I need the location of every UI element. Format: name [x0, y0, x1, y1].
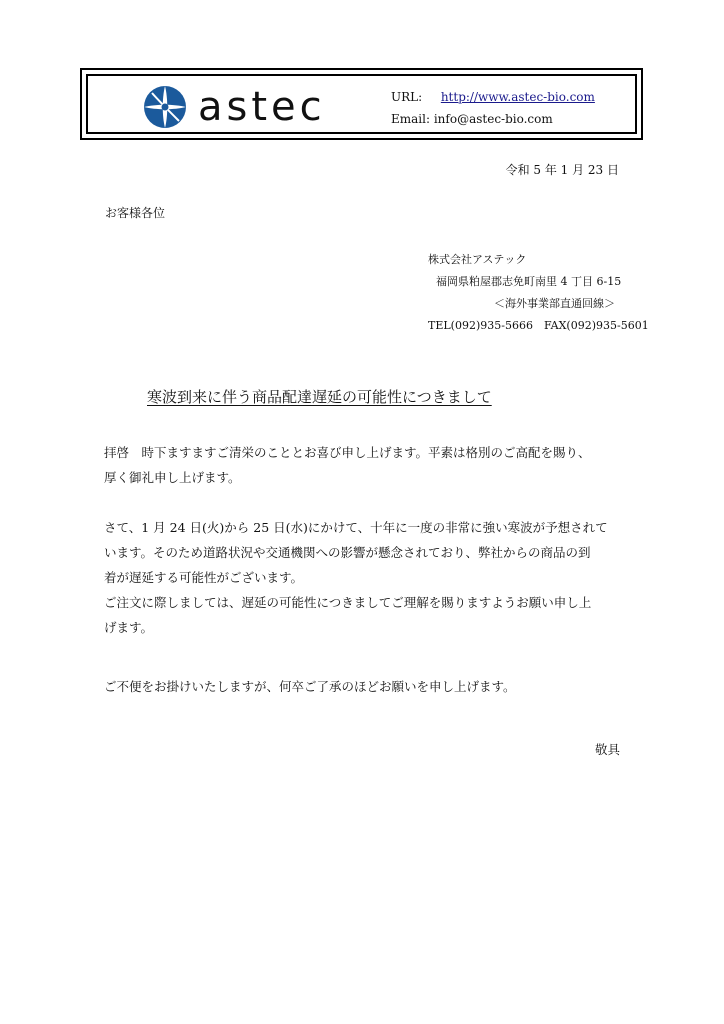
paragraph-line: ご注文に際しましては、遅延の可能性につきましてご理解を賜りますようお願い申し上: [104, 595, 592, 610]
paragraph-line: さて、1 月 24 日(火)から 25 日(水)にかけて、十年に一度の非常に強い寒波が予想されて: [104, 520, 608, 535]
website-link[interactable]: http://www.astec-bio.com: [440, 90, 595, 104]
company-department: ＜海外事業部直通回線＞: [494, 297, 615, 310]
paragraph-line: 着が遅延する可能性がございます。: [104, 570, 304, 585]
recipient: お客様各位: [105, 206, 166, 220]
paragraph-line: ご不便をお掛けいたしますが、何卒ご了承のほどお願いを申し上げます。: [104, 679, 516, 694]
letterhead-inner: [86, 74, 637, 134]
paragraph-greeting: [104, 440, 624, 490]
url-row: [391, 86, 595, 108]
logo-wordmark: astec: [198, 84, 326, 130]
letter-date: 令和 5 年 1 月 23 日: [505, 163, 619, 177]
closing-signoff: 敬具: [594, 742, 620, 757]
contact-info: [391, 86, 595, 130]
letter-title: 寒波到来に伴う商品配達遅延の可能性につきまして: [147, 388, 492, 406]
email-label: Email:: [391, 112, 431, 126]
company-address: 福岡県粕屋郡志免町南里 4 丁目 6-15: [436, 275, 622, 288]
sender-block: [428, 249, 649, 337]
paragraph-line: 厚く御礼申し上げます。: [104, 470, 241, 485]
astec-logo-icon: [142, 84, 188, 130]
company-phone-fax: TEL(092)935-5666 FAX(092)935-5601: [428, 319, 649, 332]
email-row: [391, 108, 595, 130]
paragraph-line: 拝啓 時下ますますご清栄のこととお喜び申し上げます。平素は格別のご高配を賜り、: [104, 445, 591, 460]
paragraph-line: げます。: [104, 620, 154, 635]
email-value: info@astec-bio.com: [433, 112, 553, 126]
paragraph-apology: [104, 674, 624, 699]
url-label: URL:: [391, 90, 423, 104]
paragraph-notice: [104, 515, 624, 640]
paragraph-line: います。そのため道路状況や交通機関への影響が懸念されており、弊社からの商品の到: [104, 545, 591, 560]
letterhead-box: [80, 68, 643, 140]
company-name: 株式会社アステック: [428, 253, 527, 266]
